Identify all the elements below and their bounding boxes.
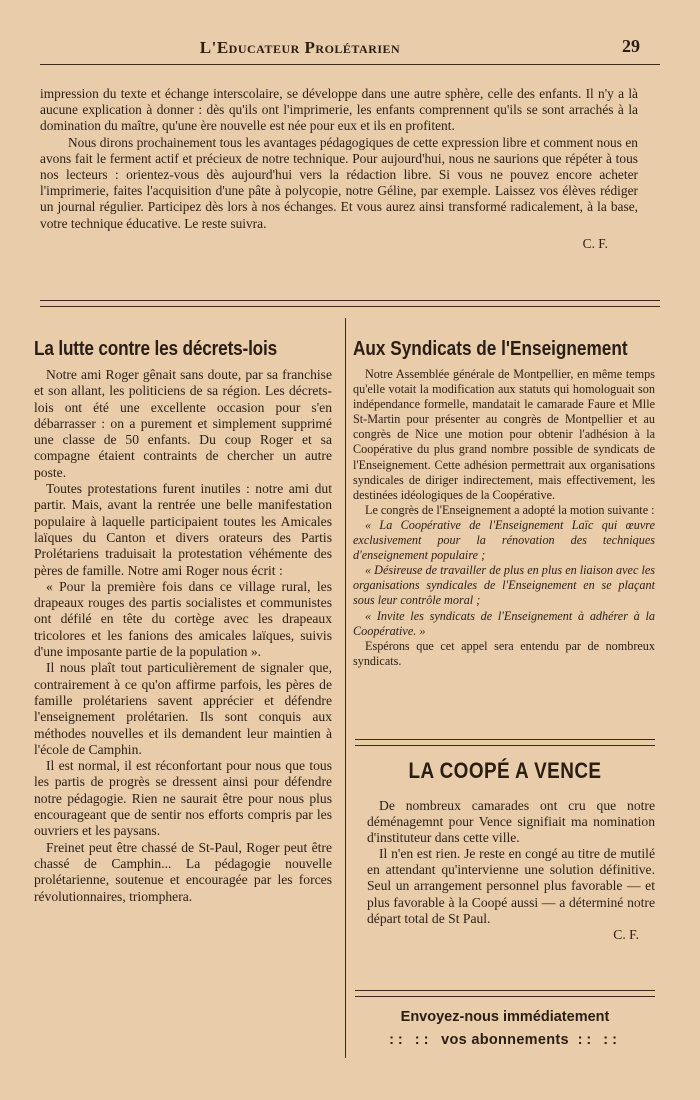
subscription-line (355, 1029, 655, 1052)
column-divider (345, 318, 346, 1058)
article-paragraph: Freinet peut être chassé de St-Paul, Roger peut être chassé de Camphin... La pédagogie nouvelle prolétarienne, soutenue et encouragée par les forces révolutionnaires, triomphera. (34, 839, 332, 904)
article-paragraph: Toutes protestations furent inutiles : notre ami dut partir. Mais, avant la rentrée une belle manifestation populaire à laquelle participaient toutes les Amicales laïques du Canton et divers orateurs des Partis Prolétariens traduisait la protestation véhémente des pères de famille. Notre ami Roger nous écrit : (34, 481, 332, 578)
subscription-text: vos abonnements (441, 1032, 569, 1048)
article-decrets-lois (34, 338, 332, 905)
article-title: La lutte contre les décrets-lois (34, 338, 278, 360)
journal-title: L'Educateur Prolétarien (199, 38, 401, 57)
article-title: Aux Syndicats de l'Enseignement (353, 338, 628, 360)
intro-paragraph: impression du texte et échange interscolaire, se développe dans une autre sphère, celle des enfants. Il n'y a là aucune explication à donner : dès qu'ils ont l'imprimerie, les enfants comprennent qu'ils se sont arrachés à la domination du maître, qu'une ère nouvelle est née pour eux et ils en profitent. (40, 86, 638, 134)
article-paragraph: Il nous plaît tout particulièrement de signaler que, contrairement à ce qu'on affirme parfois, les pères de famille prolétariens savent apprécier et défendre l'enseignement prolétarien. Ils sont conquis aux méthodes nouvelles et ils demandent leur maintien à l'école de Camphin. (34, 660, 332, 757)
article-paragraph: « Pour la première fois dans ce village rural, les drapeaux rouges des partis socialistes et communistes ont défilé en tête du cortège avec les drapeaux tricolores et les fanions des amicales laïques, suivis d'une imposante partie de la population ». (34, 578, 332, 660)
intro-section (40, 86, 638, 252)
subscription-notice (355, 1006, 655, 1052)
motion-quote: « Désireuse de travailler de plus en plus en liaison avec les organisations syndicales de l'Enseignement en se plaçant sous leur contrôle moral ; (353, 563, 655, 608)
subscription-line: Envoyez-nous immédiatement (400, 1009, 610, 1025)
article-body (353, 367, 655, 669)
page-header (40, 36, 660, 65)
article-signature: C. F. (613, 926, 639, 942)
article-paragraph: Il n'en est rien. Je reste en congé au titre de mutilé en attendant qu'intervienne une solution définitive. Seul un arrangement personnel plus favorable — et plus favorable à la Coopé aussi — a déterminé notre départ total de St Paul. (367, 846, 655, 926)
article-coope-vence (355, 758, 655, 943)
motion-quote: « La Coopérative de l'Enseignement Laïc qui œuvre exclusivement pour la rénovation des techniques d'enseignement populaire ; (353, 517, 655, 563)
section-divider (355, 739, 655, 746)
decorative-dots: :: :: (389, 1032, 433, 1048)
article-body (34, 367, 332, 905)
article-body (355, 798, 655, 943)
article-paragraph: Espérons que cet appel sera entendu par de nombreux syndicats. (353, 638, 655, 668)
article-paragraph: De nombreux camarades ont cru que notre déménagemnt pour Vence signifiait ma nomination d'instituteur dans cette ville. (367, 798, 655, 846)
decorative-dots: :: :: (577, 1032, 621, 1048)
section-divider (40, 300, 660, 307)
section-divider (355, 990, 655, 997)
article-title: LA COOPÉ A VENCE (408, 758, 602, 783)
page-number: 29 (622, 36, 640, 56)
article-paragraph: Il est normal, il est réconfortant pour nous que tous les partis de progrès se dressent ainsi pour défendre notre pédagogie. Rien ne saurait être pour nous plus encourageant que de sentir nos efforts compris par les ouvriers et les paysans. (34, 758, 332, 839)
article-syndicats (353, 338, 655, 669)
article-paragraph: Le congrès de l'Enseignement a adopté la motion suivante : (365, 502, 655, 517)
article-paragraph: Notre ami Roger gênait sans doute, par sa franchise et son allant, les politiciens de sa région. Les décrets-lois ont été une excellente occasion pour s'en débarrasser : on a purement et simplement supprimé une classe de 50 enfants. Du coup Roger et sa compagne étaient contraints de chercher un autre poste. (34, 367, 332, 480)
article-paragraph: Notre Assemblée générale de Montpellier, en même temps qu'elle votait la modification aux statuts qui homologuait son indépendance formelle, mandatait le camarade Faure et Mlle St-Martin pour présenter au congrès de Montpellier et au congrès de Nice une motion pour obtenir l'adhésion à la Coopérative du plus grand nombre possible de syndicats de l'Enseignement. Cette adhésion permettrait aux organisations syndicales de diriger indirectement, mais effectivement, les destinées idéologiques de la Coopérative. (353, 367, 655, 502)
motion-quote: « Invite les syndicats de l'Enseignement à adhérer à la Coopérative. » (353, 608, 655, 638)
intro-signature: C. F. (582, 235, 608, 251)
intro-paragraph: Nous dirons prochainement tous les avantages pédagogiques de cette expression libre et comment nous en avons fait le ferment actif et précieux de notre technique. Pour aujourd'hui, nous ne saurions que répéter à tous nos lecteurs : orientez-vous dès aujourd'hui vers la rédaction libre. Si vous ne pouvez encore acheter l'imprimerie, faites l'acquisition d'une pâte à polycopie, notre Géline, par exemple. Laissez vos élèves rédiger un journal régulier. Participez dès lors à nos échanges. Et vous aurez ainsi transformé radicalement, à la base, votre technique éducative. Le reste suivra. (40, 134, 638, 231)
